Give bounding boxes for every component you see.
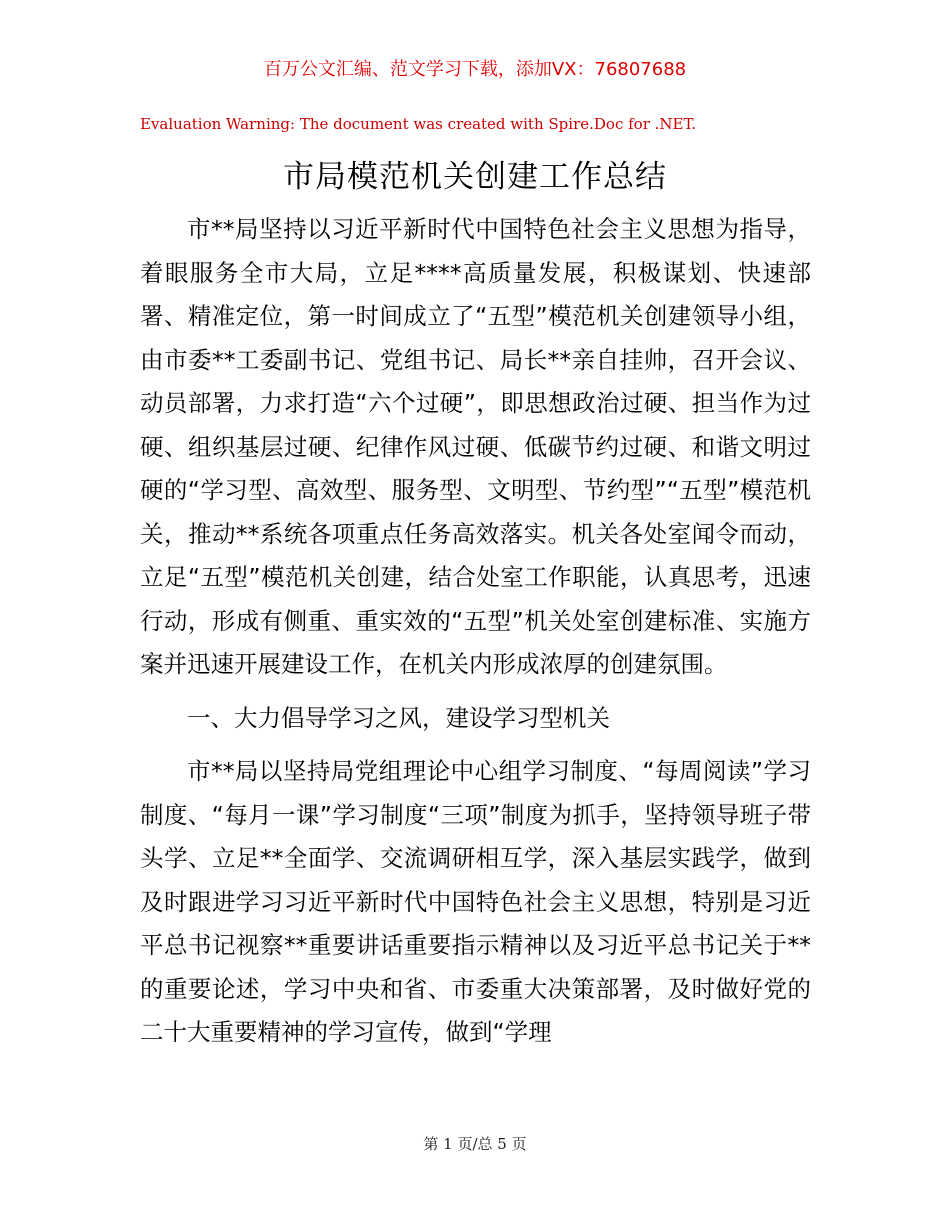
paragraph-section-1: 市**局以坚持局党组理论中心组学习制度、“每周阅读”学习制度、“每月一课”学习制度“三项”制度为抓手，坚持领导班子带头学、立足**全面学、交流调研相互学，深入基层实践学，做到及时跟进学习习近平新时代中国特色社会主义思想，特别是习近平总书记视察**重要讲话重要指示精神以及习近平总书记关于**的重要论述，学习中央和省、市委重大决策部署，及时做好党的二十大重要精神的学习宣传，做到“学理	[140, 757, 811, 1046]
section-heading-1: 一、大力倡导学习之风，建设学习型机关	[187, 703, 610, 732]
page-footer: 第 1 页/总 5 页	[423, 1135, 527, 1153]
paragraph-intro: 市**局坚持以习近平新时代中国特色社会主义思想为指导，着眼服务全市大局，立足****高质量发展，积极谋划、快速部署、精准定位，第一时间成立了“五型”模范机关创建领导小组，由市委**工委副书记、党组书记、局长**亲自挂帅，召开会议、动员部署，力求打造“六个过硬”，即思想政治过硬、担当作为过硬、组织基层过硬、纪律作风过硬、低碳节约过硬、和谐文明过硬的“学习型、高效型、服务型、文明型、节约型”“五型”模范机关，推动**系统各项重点任务高效落实。机关各处室闻令而动，立足“五型”模范机关创建，结合处室工作职能，认真思考，迅速行动，形成有侧重、重实效的“五型”机关处室创建标准、实施方案并迅速开展建设工作，在机关内形成浓厚的创建氛围。	[140, 215, 811, 678]
header-banner: 百万公文汇编、范文学习下载，添加VX：76807688	[263, 59, 687, 80]
document-title: 市局模范机关创建工作总结	[283, 159, 667, 195]
document-body	[140, 208, 811, 1055]
evaluation-warning: Evaluation Warning: The document was created with Spire.Doc for .NET.	[140, 115, 697, 133]
